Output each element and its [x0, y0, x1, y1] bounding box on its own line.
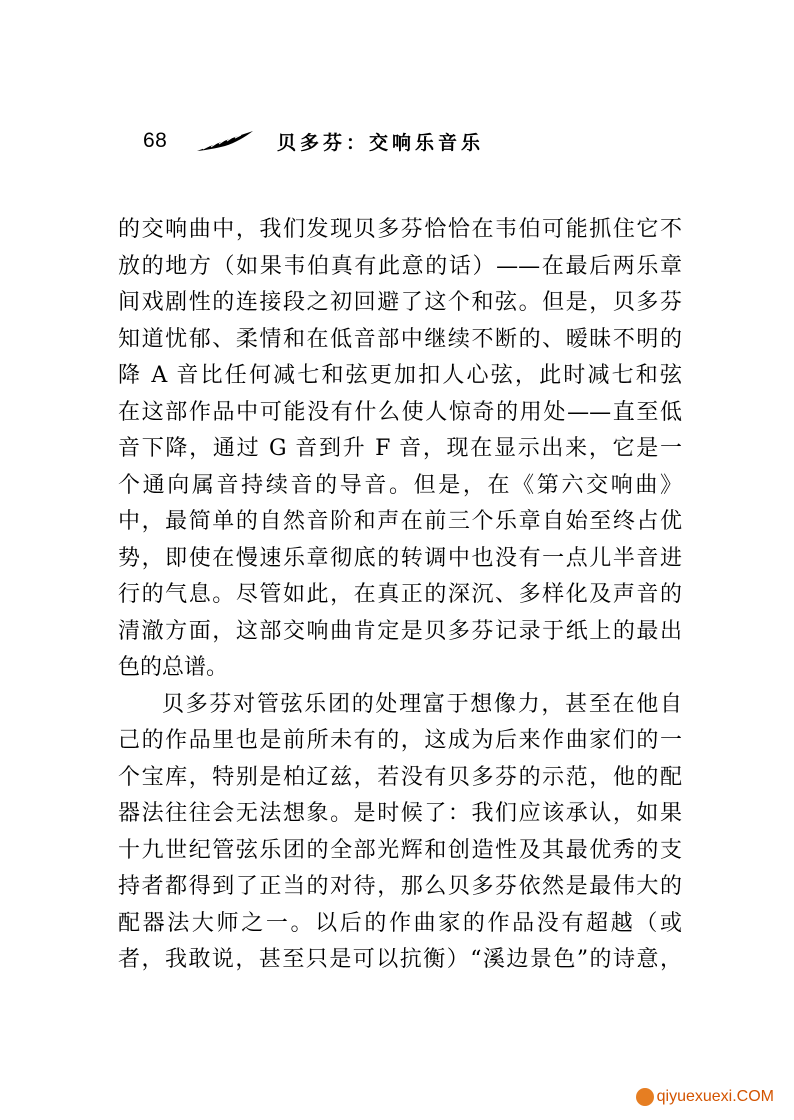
text-line: 贝多芬对管弦乐团的处理富于想像力，甚至在他自: [162, 691, 682, 717]
watermark-text: qiyuexuexi.COM: [656, 1088, 774, 1105]
text-line: 器法往往会无法想象。是时候了：我们应该承认，如果: [118, 801, 682, 826]
text-line: 者，我敢说，甚至只是可以抗衡）“溪边景色”的诗意，: [118, 947, 682, 972]
running-title: 贝多芬：交响乐音乐: [277, 131, 485, 154]
page-header: [143, 124, 484, 158]
text-line: 行的气息。尽管如此，在真正的深沉、多样化及声音的: [118, 582, 682, 607]
text-line: 音下降，通过 G 音到升 F 音，现在显示出来，它是一: [118, 436, 682, 461]
text-line: 配器法大师之一。以后的作曲家的作品没有超越（或: [118, 910, 682, 936]
site-watermark: [636, 1088, 774, 1106]
text-line: 放的地方（如果韦伯真有此意的话）——在最后两乐章: [118, 253, 682, 279]
text-line: 的交响曲中，我们发现贝多芬恰恰在韦伯可能抓住它不: [118, 217, 682, 242]
body-text: [118, 212, 682, 979]
text-line: 中，最简单的自然音阶和声在前三个乐章自始至终占优: [118, 509, 682, 534]
paragraph: [118, 687, 682, 979]
paragraph: [118, 212, 682, 687]
text-line: 色的总谱。: [118, 655, 229, 680]
text-line: 知道忧郁、柔情和在低音部中继续不断的、暧昧不明的: [118, 326, 682, 352]
text-line: 在这部作品中可能没有什么使人惊奇的用处——直至低: [118, 399, 682, 425]
logo-badge-icon: [636, 1088, 654, 1106]
text-line: 势，即使在慢速乐章彻底的转调中也没有一点儿半音进: [118, 545, 682, 571]
text-line: 清澈方面，这部交响曲肯定是贝多芬记录于纸上的最出: [118, 618, 682, 644]
text-line: 个通向属音持续音的导音。但是，在《第六交响曲》: [118, 472, 682, 498]
text-line: 持者都得到了正当的对待，那么贝多芬依然是最伟大的: [118, 874, 682, 899]
text-line: 个宝库，特别是柏辽兹，若没有贝多芬的示范，他的配: [118, 764, 682, 790]
text-line: 十九世纪管弦乐团的全部光辉和创造性及其最优秀的支: [118, 837, 682, 863]
page-number: 68: [143, 129, 168, 152]
text-line: 间戏剧性的连接段之初回避了这个和弦。但是，贝多芬: [118, 290, 682, 315]
text-line: 己的作品里也是前所未有的，这成为后来作曲家们的一: [118, 728, 682, 753]
quill-icon: [195, 129, 255, 153]
text-line: 降 A 音比任何减七和弦更加扣人心弦，此时减七和弦: [118, 363, 682, 388]
